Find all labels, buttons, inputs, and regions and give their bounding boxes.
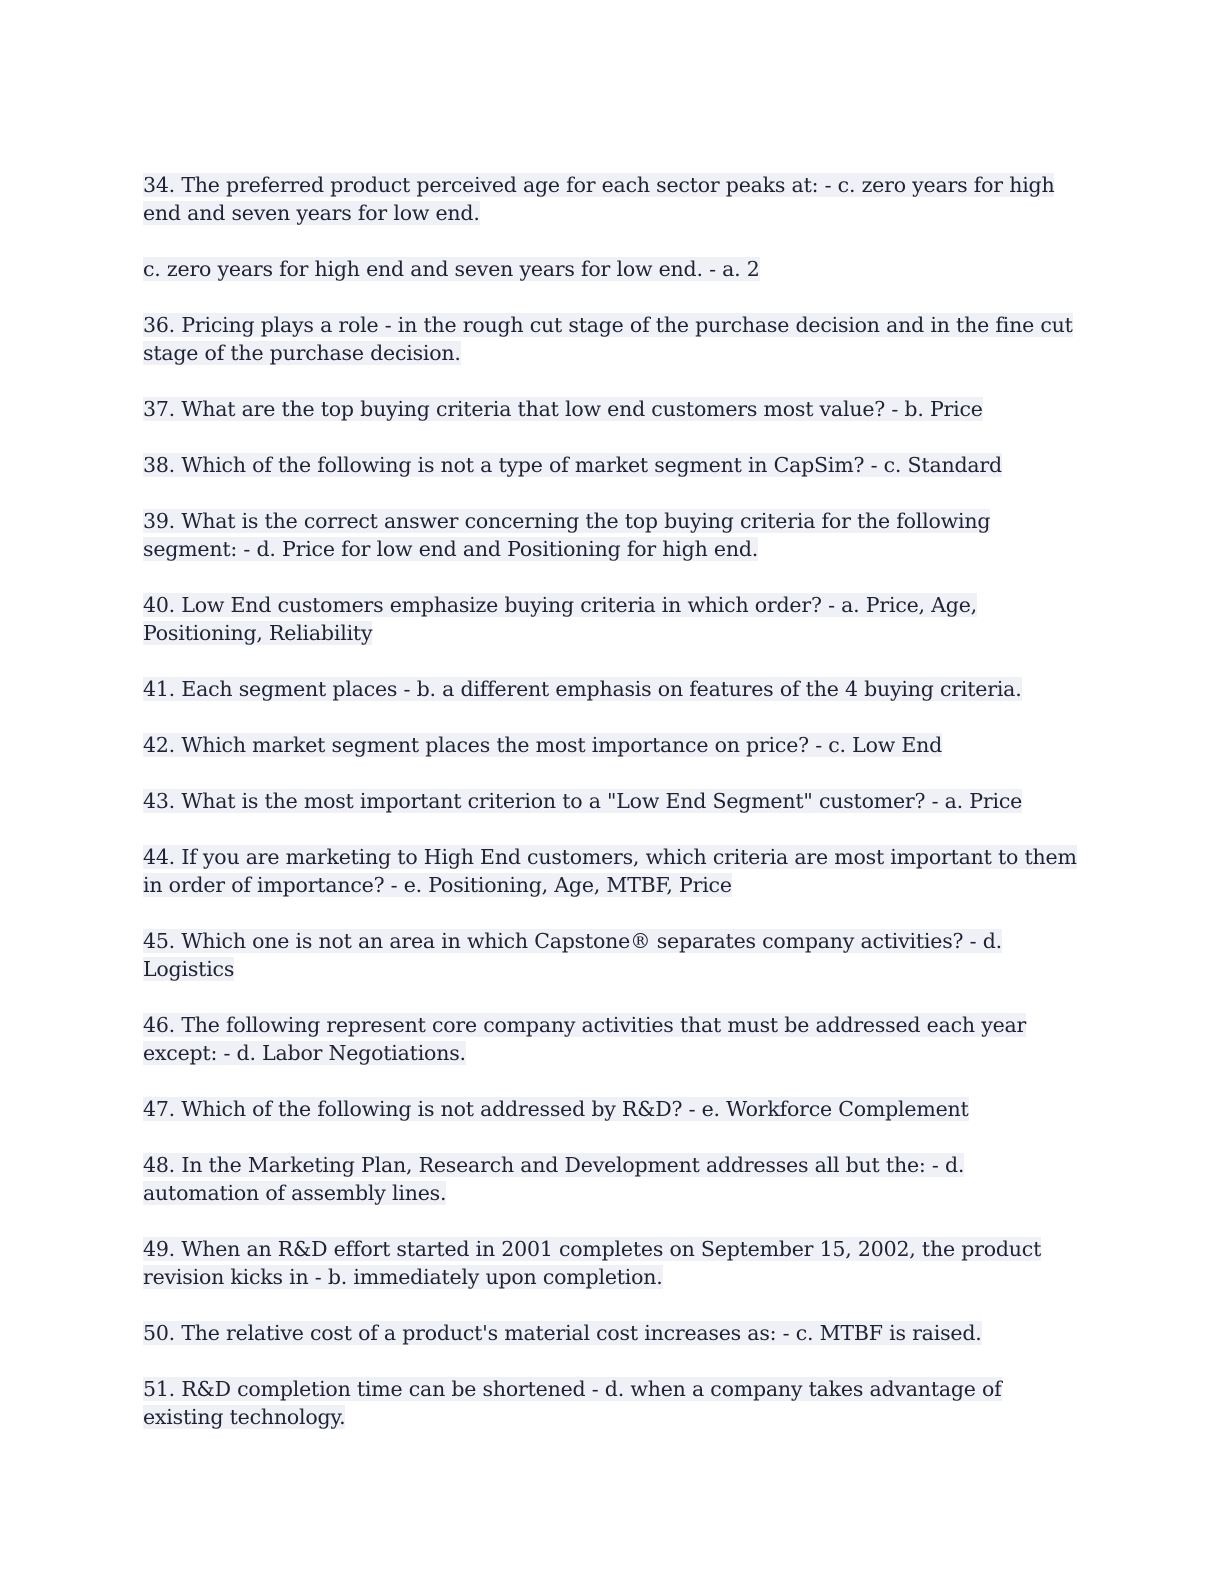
qa-item-37 bbox=[143, 395, 1083, 423]
qa-text: 37. What are the top buying criteria that low end customers most value? - b. Price bbox=[143, 397, 983, 421]
qa-text: 36. Pricing plays a role - in the rough cut stage of the purchase decision and in the fine cut stage of the purchase decision. bbox=[143, 313, 1073, 365]
qa-item-42 bbox=[143, 731, 1083, 759]
qa-item-41 bbox=[143, 675, 1083, 703]
qa-item-49 bbox=[143, 1235, 1083, 1291]
qa-text: 45. Which one is not an area in which Capstone® separates company activities? - d. Logistics bbox=[143, 929, 1002, 981]
qa-text: 44. If you are marketing to High End customers, which criteria are most important to them in order of importance? - e. Positioning, Age, MTBF, Price bbox=[143, 845, 1077, 897]
qa-item-45 bbox=[143, 927, 1083, 983]
qa-text: 43. What is the most important criterion to a "Low End Segment" customer? - a. Price bbox=[143, 789, 1023, 813]
qa-text: 39. What is the correct answer concerning the top buying criteria for the following segment: - d. Price for low end and Positioning for high end. bbox=[143, 509, 991, 561]
qa-text: 40. Low End customers emphasize buying criteria in which order? - a. Price, Age, Positioning, Reliability bbox=[143, 593, 977, 645]
qa-text: 41. Each segment places - b. a different emphasis on features of the 4 buying criteria. bbox=[143, 677, 1022, 701]
qa-item-43 bbox=[143, 787, 1083, 815]
qa-text: 49. When an R&D effort started in 2001 completes on September 15, 2002, the product revision kicks in - b. immediately upon completion. bbox=[143, 1237, 1042, 1289]
qa-item-47 bbox=[143, 1095, 1083, 1123]
qa-item-51 bbox=[143, 1375, 1083, 1431]
qa-item-44 bbox=[143, 843, 1083, 899]
qa-text: 51. R&D completion time can be shortened - d. when a company takes advantage of existing technology. bbox=[143, 1377, 1002, 1429]
qa-item-48 bbox=[143, 1151, 1083, 1207]
qa-text: 34. The preferred product perceived age for each sector peaks at: - c. zero years for high end and seven years for low end. bbox=[143, 173, 1055, 225]
qa-text: 42. Which market segment places the most importance on price? - c. Low End bbox=[143, 733, 943, 757]
qa-text: 47. Which of the following is not addressed by R&D? - e. Workforce Complement bbox=[143, 1097, 969, 1121]
qa-text: 50. The relative cost of a product's material cost increases as: - c. MTBF is raised. bbox=[143, 1321, 982, 1345]
qa-item-46 bbox=[143, 1011, 1083, 1067]
qa-item-34 bbox=[143, 171, 1083, 227]
qa-item-35 bbox=[143, 255, 1083, 283]
qa-item-38 bbox=[143, 451, 1083, 479]
document-page bbox=[143, 171, 1083, 1459]
qa-text: 48. In the Marketing Plan, Research and Development addresses all but the: - d. automation of assembly lines. bbox=[143, 1153, 965, 1205]
qa-item-39 bbox=[143, 507, 1083, 563]
qa-item-50 bbox=[143, 1319, 1083, 1347]
qa-item-36 bbox=[143, 311, 1083, 367]
qa-text: c. zero years for high end and seven years for low end. - a. 2 bbox=[143, 257, 760, 281]
qa-text: 38. Which of the following is not a type of market segment in CapSim? - c. Standard bbox=[143, 453, 1002, 477]
qa-item-40 bbox=[143, 591, 1083, 647]
qa-text: 46. The following represent core company activities that must be addressed each year except: - d. Labor Negotiations. bbox=[143, 1013, 1027, 1065]
